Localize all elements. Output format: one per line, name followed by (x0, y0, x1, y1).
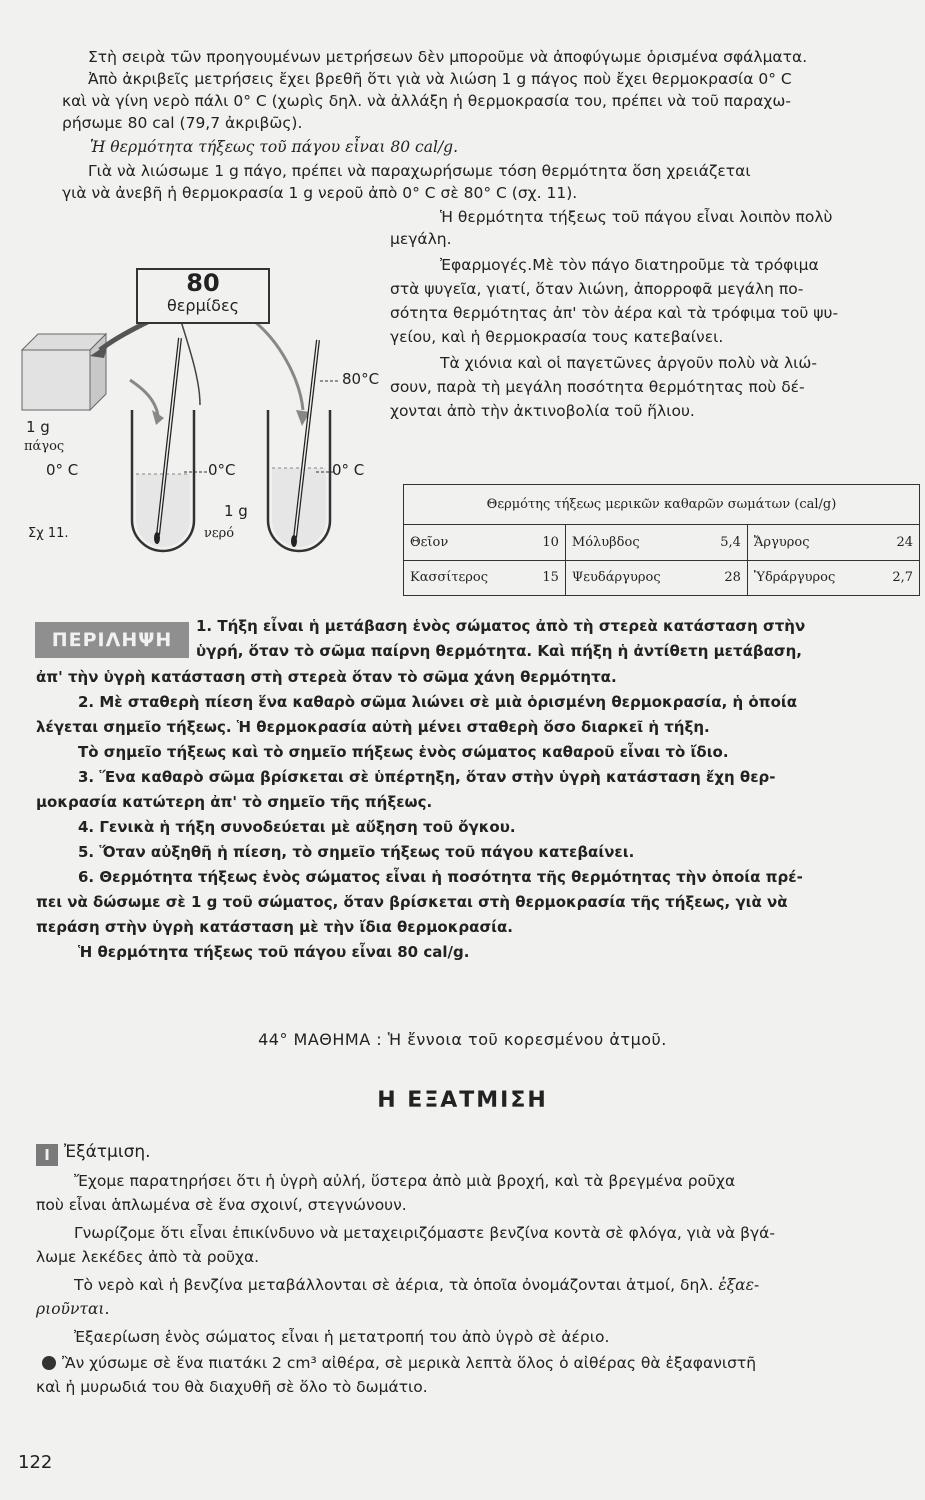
body-1a: Ἔχομε παρατηρήσει ὅτι ἡ ὑγρὴ αὐλή, ὕστερα ἀπὸ μιὰ βροχή, καὶ τὰ βρεγμένα ροῦχα (74, 1172, 736, 1190)
water-word-label: νερό (204, 526, 235, 541)
ice-cube (22, 334, 106, 410)
body-4: Ἐξαερίωση ἑνὸς σώματος εἶναι ἡ μετατροπή του ἀπὸ ὑγρὸ σὲ ἀέριο. (74, 1328, 610, 1346)
table-cell: Μόλυβδος (565, 525, 702, 561)
heat-box-label: θερμίδες (166, 296, 239, 315)
ice-mass-label: 1 g (26, 418, 50, 436)
figure-caption: Σχ 11. (28, 526, 69, 541)
summary-label: ΠΕΡΙΛΗΨΗ (35, 622, 189, 658)
summary-4: 4. Γενικὰ ἡ τήξη συνοδεύεται μὲ αὔξηση τοῦ ὄγκου. (78, 818, 516, 836)
summary-5: 5. Ὅταν αὐξηθῆ ἡ πίεση, τὸ σημεῖο τήξεως τοῦ πάγου κατεβαίνει. (78, 843, 635, 861)
tube2-temp-label: 0° C (332, 461, 365, 479)
intro-line-3: καὶ νὰ γίνη νερὸ πάλι 0° C (χωρὶς δηλ. νὰ ἀλλάξη ἡ θερμοκρασία του, πρέπει νὰ τοῦ παραχω- (62, 92, 791, 110)
summary-2b: λέγεται σημεῖο τήξεως. Ἡ θερμοκρασία αὐτὴ μένει σταθερὴ ὅσο διαρκεῖ ἡ τήξη. (36, 718, 710, 736)
section-number-box: I (36, 1144, 58, 1166)
body-1b: ποὺ εἶναι ἁπλωμένα σὲ ἕνα σχοινί, στεγνώνουν. (36, 1196, 407, 1214)
section-title: Ἐξάτμιση. (64, 1142, 151, 1162)
table-cell: 2,7 (875, 560, 920, 596)
water-mass-label: 1 g (224, 502, 248, 520)
bullet-dot-icon (42, 1356, 56, 1370)
right-line-7: Τὰ χιόνια καὶ οἱ παγετῶνες ἀργοῦν πολὺ νὰ λιώ- (440, 354, 817, 372)
arrow-ice-to-tube (130, 380, 158, 415)
summary-6b: πει νὰ δώσωμε σὲ 1 g τοῦ σώματος, ὅταν βρίσκεται στὴ θερμοκρασία τῆς τήξεως, γιὰ νὰ (36, 893, 788, 911)
right-line-8: σουν, παρὰ τὴ μεγάλη ποσότητα θερμότητας ποὺ δέ- (390, 378, 805, 396)
table-cell: Ὑδράργυρος (747, 560, 874, 596)
summary-1b: ὑγρή, ὅταν τὸ σῶμα παίρνη θερμότητα. Καὶ πήξη ἡ ἀντίθετη μετάβαση, (196, 642, 802, 660)
intro-line-7: γιὰ νὰ ἀνεβῆ ἡ θερμοκρασία 1 g νεροῦ ἀπὸ 0° C σὲ 80° C (σχ. 11). (62, 184, 578, 202)
heat-box-number: 80 (186, 269, 220, 297)
arrow-to-water-tube (250, 318, 303, 410)
table-cell: 15 (526, 560, 565, 596)
body-3a-text: Τὸ νερὸ καὶ ἡ βενζίνα μεταβάλλονται σὲ ἀέρια, τὰ ὁποῖα ὀνομάζονται ἀτμοί, δηλ. (74, 1276, 714, 1294)
right-line-6: γείου, καὶ ἡ θερμοκρασία τους κατεβαίνει. (390, 328, 724, 346)
table-row (404, 525, 920, 561)
table-cell: Θεῖον (404, 525, 527, 561)
table-cell: 10 (526, 525, 565, 561)
summary-1a: 1. Τήξη εἶναι ἡ μετάβαση ἑνὸς σώματος ἀπὸ τὴ στερεὰ κατάσταση στὴν (196, 617, 806, 635)
right-line-1: Ἡ θερμότητα τήξεως τοῦ πάγου εἶναι λοιπὸν πολὺ (440, 208, 833, 226)
summary-3b: μοκρασία κατώτερη ἀπ' τὸ σημεῖο τῆς πήξεως. (36, 793, 433, 811)
tube1-temp-label: 0°C (208, 461, 236, 479)
intro-line-6: Γιὰ νὰ λιώσωμε 1 g πάγο, πρέπει νὰ παραχωρήσωμε τόση θερμότητα ὅση χρειάζεται (88, 162, 751, 180)
table-cell: 5,4 (702, 525, 747, 561)
body-2b: λωμε λεκέδες ἀπὸ τὰ ροῦχα. (36, 1248, 260, 1266)
summary-3a: 3. Ἕνα καθαρὸ σῶμα βρίσκεται σὲ ὑπέρτηξη, ὅταν στὴν ὑγρὴ κατάσταση ἔχη θερ- (78, 768, 776, 786)
body-3b: ριοῦνται. (36, 1300, 110, 1318)
applications-heading: Ἐφαρμογές. (440, 256, 533, 274)
summary-6a: 6. Θερμότητα τήξεως ἑνὸς σώματος εἶναι ἡ ποσότητα τῆς θερμότητας τὴν ὁποία πρέ- (78, 868, 803, 886)
summary-6c: περάση στὴν ὑγρὴ κατάσταση μὲ τὴν ἴδια θερμοκρασία. (36, 918, 513, 936)
summary-2a: 2. Μὲ σταθερὴ πίεση ἕνα καθαρὸ σῶμα λιώνει σὲ μιὰ ὁρισμένη θερμοκρασία, ἡ ὁποία (78, 693, 798, 711)
table-row (404, 560, 920, 596)
right-line-5: σότητα θερμότητας ἀπ' τὸν ἀέρα καὶ τὰ τρόφιμα τοῦ ψυ- (390, 304, 839, 322)
table-title: Θερμότης τήξεως μερικῶν καθαρῶν σωμάτων (cal/g) (404, 485, 920, 525)
table-cell: Ἄργυρος (747, 525, 874, 561)
summary-6d: Ἡ θερμότητα τήξεως τοῦ πάγου εἶναι 80 cal/g. (78, 943, 470, 961)
summary-1c: ἀπ' τὴν ὑγρὴ κατάσταση στὴ στερεὰ ὅταν τὸ σῶμα χάνη θερμότητα. (36, 668, 617, 686)
right-line-3 (440, 254, 920, 276)
intro-line-2: Ἀπὸ ἀκριβεῖς μετρήσεις ἔχει βρεθῆ ὅτι γιὰ νὰ λιώση 1 g πάγος ποὺ ἔχει θερμοκρασία 0° C (88, 70, 792, 88)
heat-box (136, 268, 270, 324)
table-cell: Ψευδάργυρος (565, 560, 702, 596)
right-line-4: στὰ ψυγεῖα, γιατί, ὅταν λιώνη, ἀπορροφᾶ μεγάλη πο- (390, 280, 804, 298)
chapter-title: Η ΕΞΑΤΜΙΣΗ (377, 1088, 548, 1113)
body-3a-italic: ἐξαε- (718, 1276, 760, 1294)
summary-2c: Τὸ σημεῖο τήξεως καὶ τὸ σημεῖο πήξεως ἑνὸς σώματος καθαροῦ εἶναι τὸ ἴδιο. (78, 743, 729, 761)
ice-word-label: πάγος (24, 439, 65, 454)
right-line-9: χονται ἀπὸ τὴν ἀκτινοβολία τοῦ ἥλιου. (390, 402, 695, 420)
page-number: 122 (18, 1452, 53, 1473)
body-3a (74, 1274, 920, 1296)
body-2a: Γνωρίζομε ὅτι εἶναι ἐπικίνδυνο νὰ μεταχειριζόμαστε βενζίνα κοντὰ σὲ φλόγα, γιὰ νὰ βγά- (74, 1224, 775, 1242)
heat-of-fusion-table (403, 484, 920, 596)
table-cell: 24 (875, 525, 920, 561)
body-5a: Ἂν χύσωμε σὲ ἕνα πιατάκι 2 cm³ αἰθέρα, σὲ μερικὰ λεπτὰ ὅλος ὁ αἰθέρας θὰ ἐξαφανιστῆ (62, 1354, 757, 1372)
intro-italic-statement: Ἡ θερμότητα τήξεως τοῦ πάγου εἶναι 80 cal/g. (90, 138, 459, 156)
applications-text: Μὲ τὸν πάγο διατηροῦμε τὰ τρόφιμα (532, 256, 819, 274)
ice-temp-label: 0° C (46, 461, 79, 479)
intro-line-1: Στὴ σειρὰ τῶν προηγουμένων μετρήσεων δὲν μποροῦμε νὰ ἀποφύγωμε ὁρισμένα σφάλματα. (88, 48, 808, 66)
figure-11 (10, 250, 390, 570)
right-line-2: μεγάλη. (390, 230, 452, 248)
target-temp-label: 80°C (342, 370, 380, 388)
lesson-heading: 44° ΜΑΘΗΜΑ : Ἡ ἔννοια τοῦ κορεσμένου ἀτμοῦ. (258, 1030, 667, 1049)
intro-line-4: ρήσωμε 80 cal (79,7 ἀκριβῶς). (62, 114, 303, 132)
test-tube-water (268, 410, 330, 551)
table-cell: Κασσίτερος (404, 560, 527, 596)
body-5b: καὶ ἡ μυρωδιά του θὰ διαχυθῆ σὲ ὅλο τὸ δωμάτιο. (36, 1378, 428, 1396)
table-cell: 28 (702, 560, 747, 596)
